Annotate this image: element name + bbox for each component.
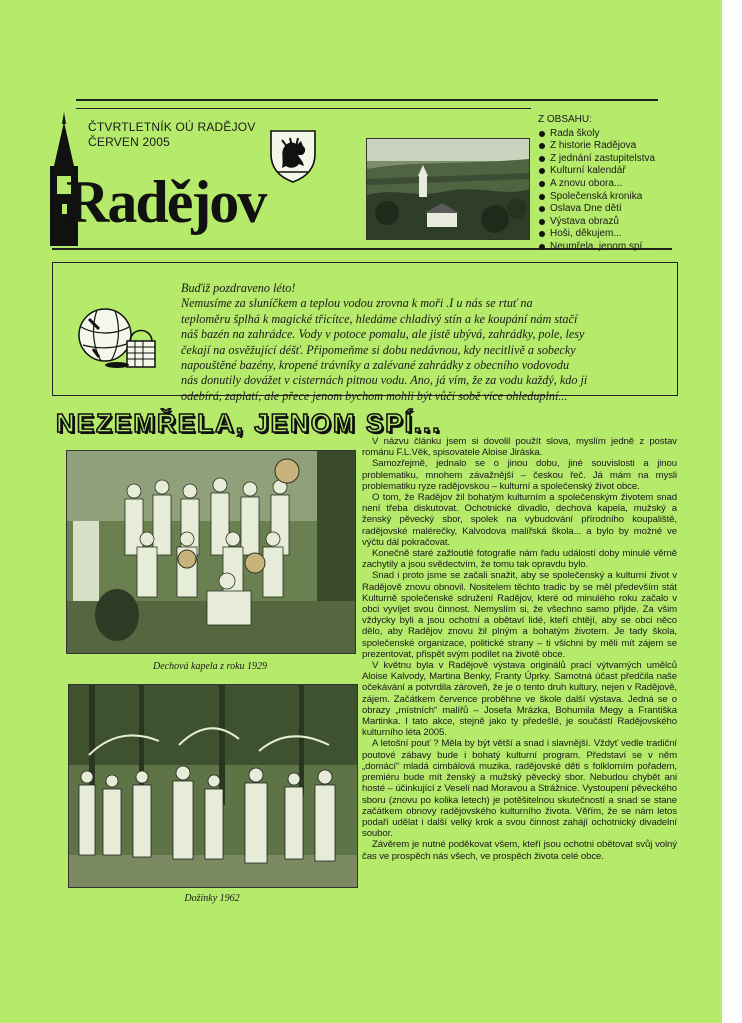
contents-heading: Z OBSAHU: [538,114,592,125]
masthead-title: Radějov [66,169,266,235]
article-paragraph: O tom, že Radějov žil bohatým kulturním a společenským životem snad není třeba diskutovat. Ochotnické divadlo, dechová kapela, mužský a ženský pěvecký sbor, spolek na vybudování přírodního koupaliště, radějovské malérečky, Kalvodova malířská škola... a bylo by možné ve výčtu dál pokračovat. [362,492,677,548]
article-body [362,436,677,862]
article-headline: NEZEMŘELA, JENOM SPÍ... [56,408,442,438]
contents-item: Hoši, děkujem... [538,228,655,241]
harvest-festival-photo [68,684,358,888]
contents-item: Neumřela, jenom spí... [538,241,655,254]
village-photo [366,138,530,240]
contents-list [538,128,655,254]
greeting-line: Buďiž pozdraveno léto! [181,281,296,295]
contents-item: Oslava Dne dětí [538,203,655,216]
village-landscape-image [367,139,529,239]
contents-item: Z jednání zastupitelstva [538,153,655,166]
article-paragraph: Konečně staré zažloutlé fotografie nám řadu událostí doby minulé věrně zachytily a jsou svědectvím, že tomu tak opravdu bylo. [362,548,677,571]
kicker-rule [76,108,531,109]
contents-item: Z historie Radějova [538,140,655,153]
contents-item: A znovu obora... [538,178,655,191]
brass-band-image [67,451,355,653]
contents-item: Výstava obrazů [538,216,655,229]
greeting-line: odebírá, zaplatí, ale přece jenom bychom mohli být vůči sobě více ohleduplní... [181,388,568,403]
photo-caption: Dechová kapela z roku 1929 [152,661,268,672]
contents-item: Rada školy [538,128,655,141]
greeting-line: čekají na osvěžující déšť. Připomeňme si dobu nedávnou, kdy necitlivě a sobecky [181,342,576,357]
greeting-line: teploměru šplhá k magické třicítce, hledáme chladivý stín a ke koupání nám stačí [181,311,578,326]
coat-of-arms-icon [268,128,318,184]
kicker-line-2: ČERVEN 2005 [88,135,171,149]
greeting-line: Nemusíme za sluníčkem a teplou vodou zrovna k moři .I u nás se rtuť na [181,296,533,311]
article-paragraph: Samozřejmě, jednalo se o jinou dobu, jiné souvislosti a jinou problematiku, mnohem závažnější – českou řeč. Já mám na mysli problematiku ryze radějovskou – kulturní a společenský život obce. [362,458,677,492]
beach-ball-and-basket-icon [75,305,161,371]
table-of-contents [538,114,655,254]
greeting-line: nás donutily dovážet v cisternách pitnou vodu. Ano, já vím, že za vodu každý, kdo ji [181,373,588,388]
brass-band-photo [66,450,356,654]
summer-greeting-box [52,262,678,403]
photo-caption: Dožínky 1962 [184,893,240,904]
greeting-line: náš bazén na zahrádce. Vody v potoce pomalu, ale jistě ubývá, zahrádky, pole, lesy [181,327,585,342]
top-rule [76,99,658,101]
article-paragraph: Závěrem je nutné poděkovat všem, kteří jsou ochotni obětovat svůj volný čas ve prospěch nás všech, ve prospěch života celé obce. [362,839,677,862]
harvest-festival-image [69,685,357,887]
greeting-line: napouštěné bazény, kropené trávníky a zalévané zahrádky z obecního vodovodu [181,358,570,373]
kicker-line-1: ČTVRTLETNÍK OÚ RADĚJOV [88,120,256,134]
greeting-text [181,281,665,404]
contents-item: Kulturní kalendář [538,165,655,178]
contents-item: Společenská kronika [538,191,655,204]
article-paragraph: A letošní pouť ? Měla by být větší a snad i slavnější. Vždyť vedle tradiční poutové zábavy bude i bohatý kulturní program. Představí se v něm „domácí“ mladá cimbálová muzika, radějovské děti s folklorním pořadem, premiéru bude mít ženský a mužský pěvecký sbor. Nebudou chybět ani hosté – účinkující z Veselí nad Moravou a Strážnice. Vystoupení pěveckého sboru (znovu po kolika letech) je potěšitelnou skutečností a snad se stane začátkem obnovy radějovského kulturního života. Věřím, že se nám letos podaří udělat i další velký krok a svou činnost zahájí ochotnický divadelní soubor. [362,738,677,840]
article-paragraph: V květnu byla v Radějově výstava originálů prací výtvarných umělců Aloise Kalvody, Martina Benky, Franty Úprky. Samotná účast předčila naše očekávání a potvrdila zároveň, že je o tento druh kultury, nejen v Radějově, zájem. Začátkem července proběhne ve škole další výstava. Jedná se o obrazy „místních“ malířů – Josefa Mrázka, Bohumila Megy a Františka Martinka. I tato akce, stejně jako ty předešlé, je součástí Radějovského kulturního léta 2005. [362,660,677,739]
article-paragraph: Snad i proto jsme se začali snažit, aby se společenský a kulturní život v Radějově znovu obnovil. Nositelem těchto tradic by se měl především stát Kulturně společenské sdružení Radějov, které od minulého roku začalo v obci vyvíjet svou činnost. Nemyslím si, že všechno samo přijde. Za všim vždycky byli a jsou ochotní a obětaví lidé, kteří chtějí, aby se obci něco dělo, aby Radějov znovu žil plným a bohatým životem. Je tady škola, společenské organizace, politické strany – ti všichni by měli mít zájem se prezentovat, přispět svým podílet na životě obce. [362,570,677,660]
masthead-kicker [88,120,256,150]
article-paragraph: V názvu článku jsem si dovolil použít slova, myslím jedně z postav románu F.L.Věk, spisovatele Aloise Jiráska. [362,436,677,459]
